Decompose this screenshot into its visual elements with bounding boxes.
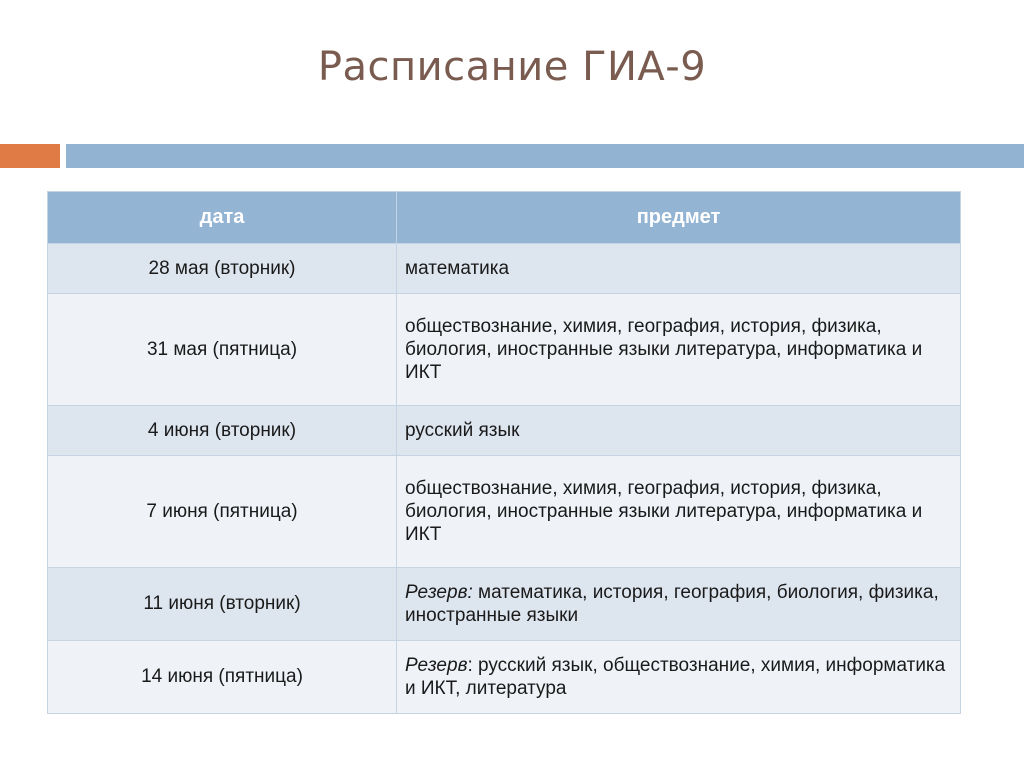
row-subject	[397, 406, 961, 456]
row-date: 7 июня (пятница)	[48, 456, 397, 568]
subject-text: : русский язык, обществознание, химия, информатика и ИКТ, литература	[405, 655, 946, 699]
header-date: дата	[48, 192, 397, 244]
row-date: 14 июня (пятница)	[48, 641, 397, 714]
table-row	[48, 406, 961, 456]
table-header-row	[48, 192, 961, 244]
row-subject	[397, 294, 961, 406]
accent-bar-orange	[0, 144, 60, 168]
row-subject	[397, 568, 961, 641]
subject-text: обществознание, химия, география, история, физика, биология, иностранные языки литература, информатика и ИКТ	[405, 478, 923, 545]
subject-text: обществознание, химия, география, история, физика, биология, иностранные языки литература, информатика и ИКТ	[405, 316, 923, 383]
table-row	[48, 294, 961, 406]
header-subject: предмет	[397, 192, 961, 244]
subject-text: математика	[405, 258, 510, 279]
row-subject	[397, 456, 961, 568]
row-date: 28 мая (вторник)	[48, 244, 397, 294]
reserve-label: Резерв	[405, 655, 468, 676]
row-date: 31 мая (пятница)	[48, 294, 397, 406]
accent-bar-blue	[66, 144, 1024, 168]
subject-text: математика, история, география, биология, физика, иностранные языки	[405, 582, 939, 626]
row-date: 11 июня (вторник)	[48, 568, 397, 641]
table-row	[48, 456, 961, 568]
table-row	[48, 244, 961, 294]
row-date: 4 июня (вторник)	[48, 406, 397, 456]
reserve-label: Резерв:	[405, 582, 473, 603]
row-subject	[397, 244, 961, 294]
table-row	[48, 641, 961, 714]
subject-text: русский язык	[405, 420, 520, 441]
row-subject	[397, 641, 961, 714]
table-row	[48, 568, 961, 641]
slide-title: Расписание ГИА-9	[317, 44, 707, 90]
schedule-table	[47, 191, 961, 714]
